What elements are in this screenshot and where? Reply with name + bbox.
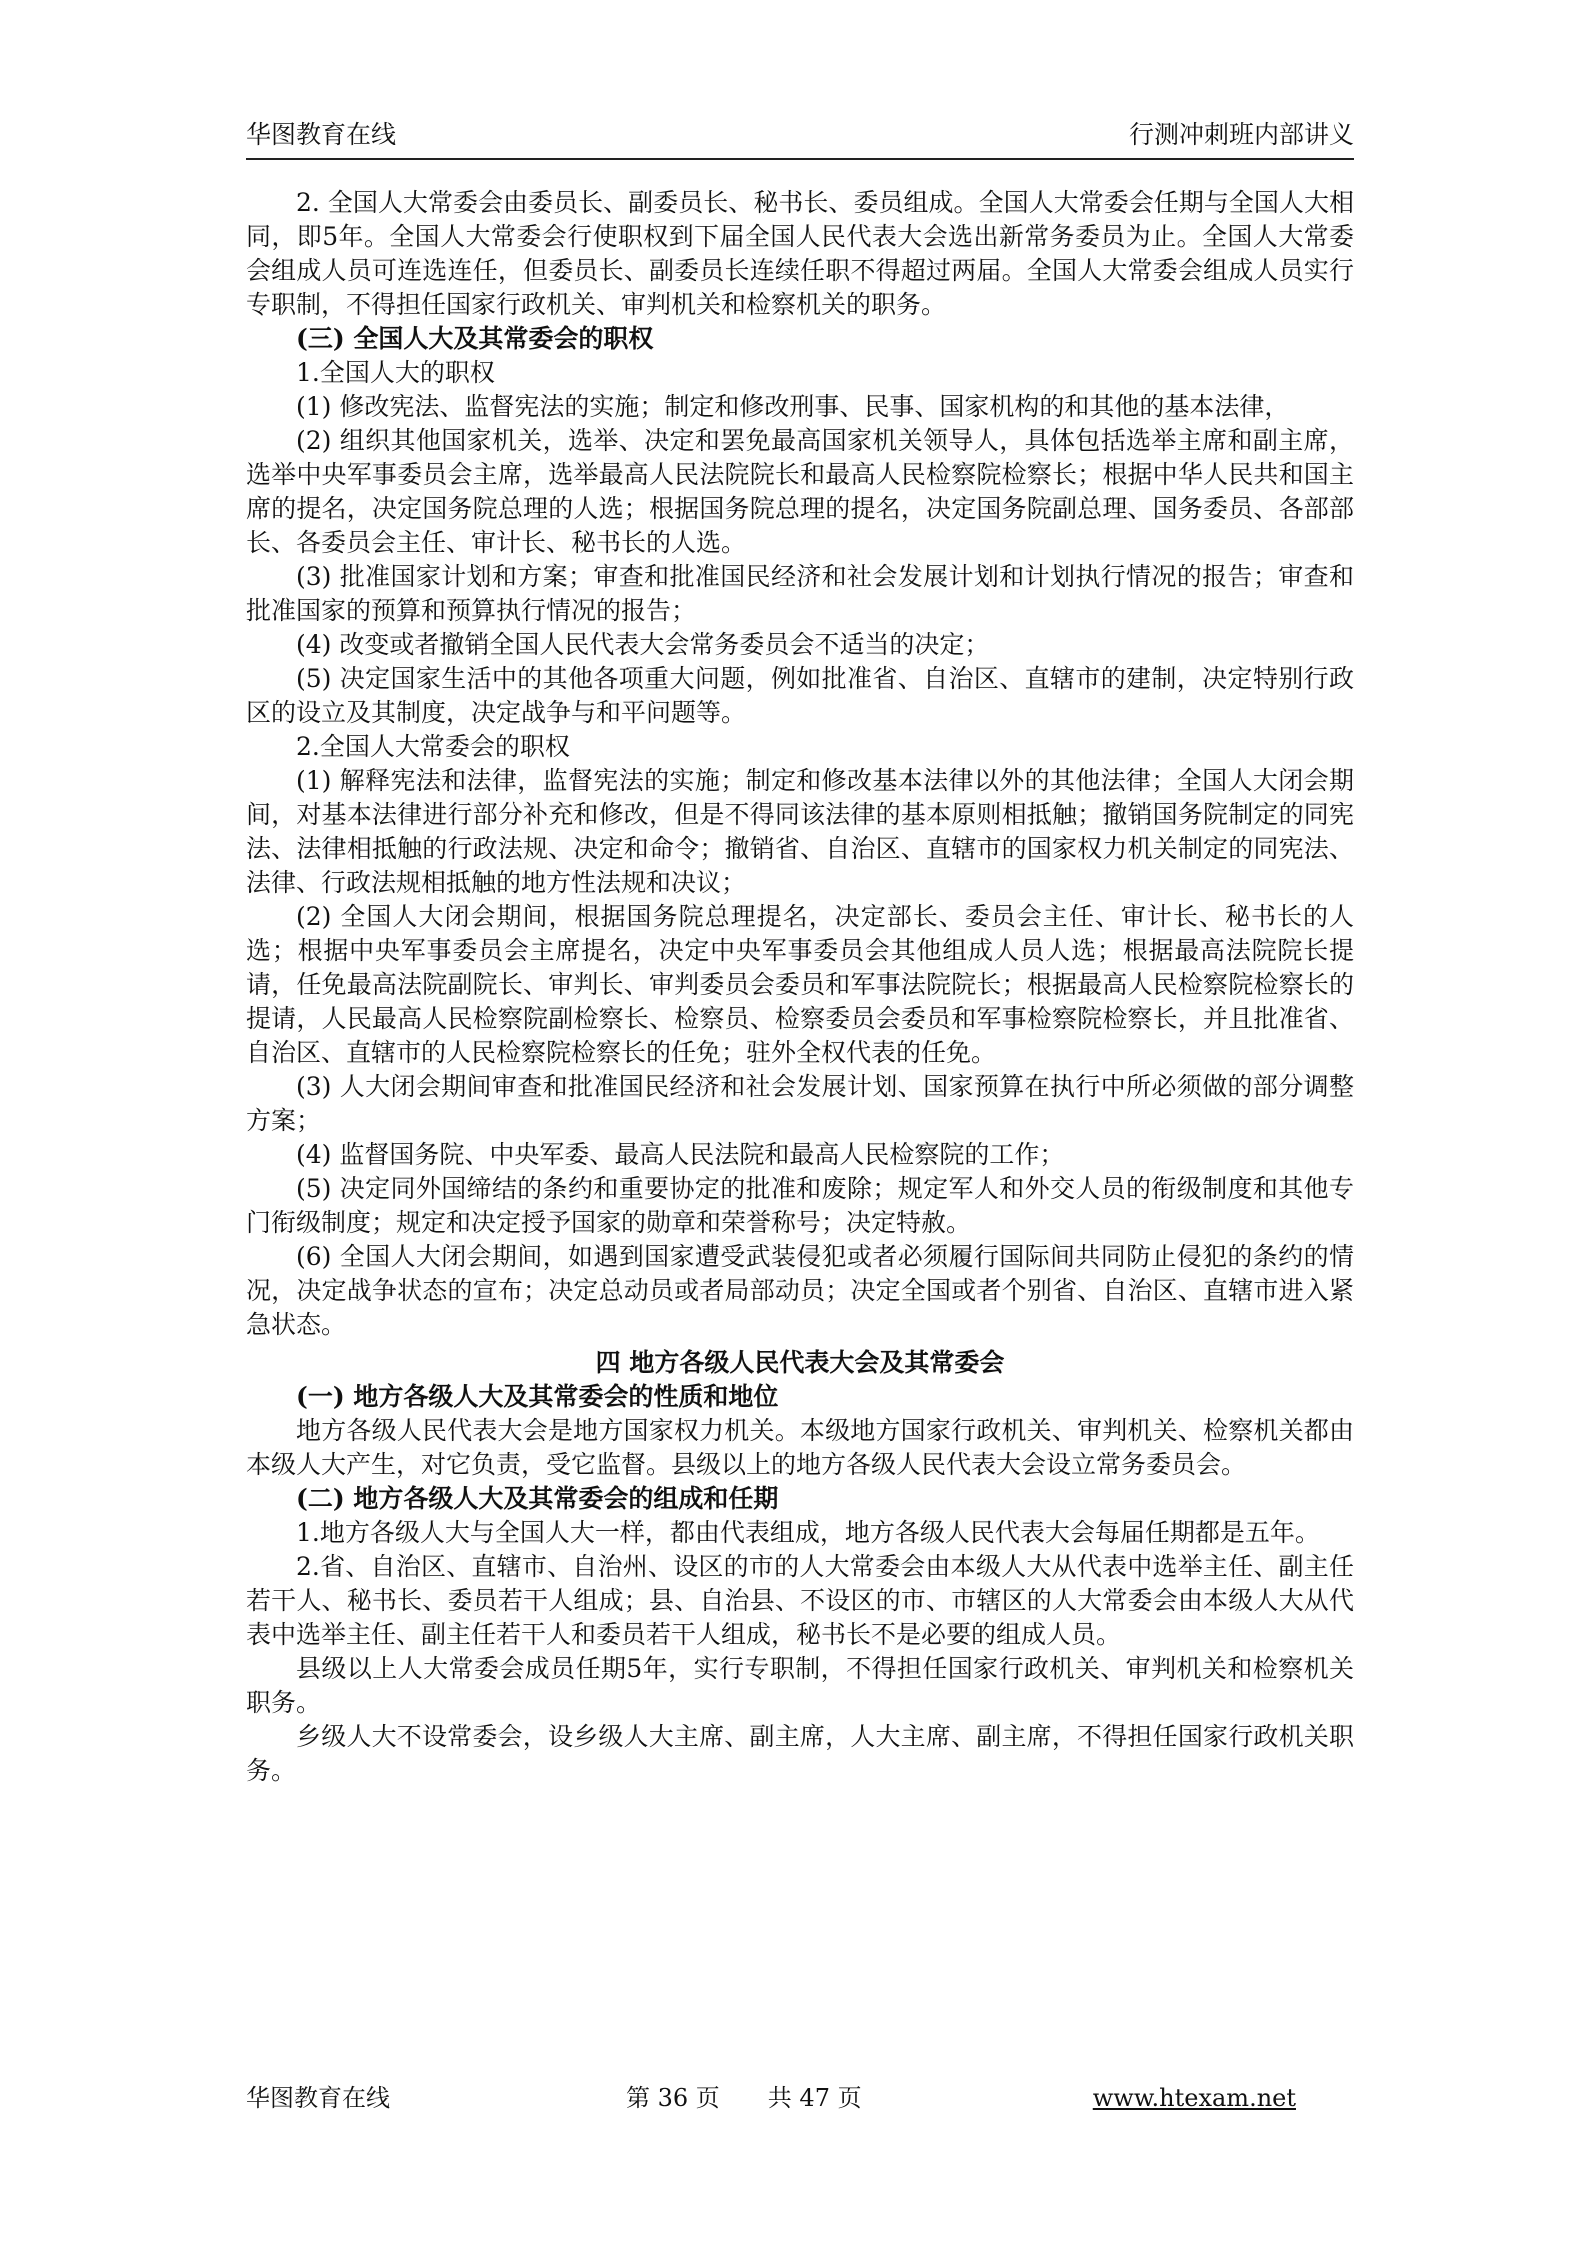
- page-number: 第 36 页 共 47 页: [626, 2084, 862, 2112]
- section-heading: (二) 地方各级人大及其常委会的组成和任期: [296, 1484, 779, 1513]
- page-footer: [246, 2080, 1354, 2116]
- body-paragraph: 县级以上人大常委会成员任期5年，实行专职制，不得担任国家行政机关、审判机关和检察机关职务。: [246, 1654, 1354, 1717]
- body-paragraph: 2. 全国人大常委会由委员长、副委员长、秘书长、委员组成。全国人大常委会任期与全国人大相同，即5年。全国人大常委会行使职权到下届全国人民代表大会选出新常务委员为止。全国人大常委会组成人员可连选连任，但委员长、副委员长连续任职不得超过两届。全国人大常委会组成人员实行专职制，不得担任国家行政机关、审判机关和检察机关的职务。: [246, 188, 1354, 319]
- body-paragraph: (5) 决定国家生活中的其他各项重大问题，例如批准省、自治区、直辖市的建制，决定特别行政区的设立及其制度，决定战争与和平问题等。: [246, 664, 1354, 727]
- footer-left-text: 华图教育在线: [246, 2084, 390, 2112]
- body-paragraph: 1.全国人大的职权: [296, 358, 495, 387]
- body-paragraph: 1.地方各级人大与全国人大一样，都由代表组成，地方各级人民代表大会每届任期都是五年。: [296, 1518, 1320, 1547]
- page-header: [246, 112, 1354, 160]
- section-heading: (三) 全国人大及其常委会的职权: [296, 324, 654, 353]
- body-paragraph: (1) 解释宪法和法律，监督宪法的实施；制定和修改基本法律以外的其他法律；全国人大闭会期间，对基本法律进行部分补充和修改，但是不得同该法律的基本原则相抵触；撤销国务院制定的同宪法、法律相抵触的行政法规、决定和命令；撤销省、自治区、直辖市的国家权力机关制定的同宪法、法律、行政法规相抵触的地方性法规和决议；: [246, 766, 1354, 897]
- body-paragraph: (2) 全国人大闭会期间，根据国务院总理提名，决定部长、委员会主任、审计长、秘书长的人选；根据中央军事委员会主席提名，决定中央军事委员会其他组成人员人选；根据最高法院院长提请，任免最高法院副院长、审判长、审判委员会委员和军事法院院长；根据最高人民检察院检察长的提请，人民最高人民检察院副检察长、检察员、检察委员会委员和军事检察院检察长，并且批准省、自治区、直辖市的人民检察院检察长的任免；驻外全权代表的任免。: [246, 902, 1354, 1067]
- section-heading: (一) 地方各级人大及其常委会的性质和地位: [296, 1382, 779, 1411]
- body-paragraph: (3) 批准国家计划和方案；审查和批准国民经济和社会发展计划和计划执行情况的报告；审查和批准国家的预算和预算执行情况的报告；: [246, 562, 1354, 625]
- footer-url-link[interactable]: www.htexam.net: [1092, 2084, 1296, 2112]
- header-right-text: 行测冲刺班内部讲义: [1128, 120, 1354, 149]
- body-paragraph: (3) 人大闭会期间审查和批准国民经济和社会发展计划、国家预算在执行中所必须做的部分调整方案；: [246, 1072, 1354, 1135]
- body-paragraph: (5) 决定同外国缔结的条约和重要协定的批准和废除；规定军人和外交人员的衔级制度和其他专门衔级制度；规定和决定授予国家的勋章和荣誉称号；决定特赦。: [246, 1174, 1354, 1237]
- document-body: [246, 186, 1354, 1788]
- body-paragraph: 地方各级人民代表大会是地方国家权力机关。本级地方国家行政机关、审判机关、检察机关都由本级人大产生，对它负责，受它监督。县级以上的地方各级人民代表大会设立常务委员会。: [246, 1416, 1354, 1479]
- chapter-title: 四 地方各级人民代表大会及其常委会: [595, 1348, 1005, 1377]
- body-paragraph: 2.全国人大常委会的职权: [296, 732, 570, 761]
- body-paragraph: (4) 改变或者撤销全国人民代表大会常务委员会不适当的决定；: [296, 630, 990, 659]
- body-paragraph: (2) 组织其他国家机关，选举、决定和罢免最高国家机关领导人，具体包括选举主席和副主席，选举中央军事委员会主席，选举最高人民法院院长和最高人民检察院检察长；根据中华人民共和国主席的提名，决定国务院总理的人选；根据国务院总理的提名，决定国务院副总理、国务委员、各部部长、各委员会主任、审计长、秘书长的人选。: [246, 426, 1354, 557]
- body-paragraph: (6) 全国人大闭会期间，如遇到国家遭受武装侵犯或者必须履行国际间共同防止侵犯的条约的情况，决定战争状态的宣布；决定总动员或者局部动员；决定全国或者个别省、自治区、直辖市进入紧急状态。: [246, 1242, 1354, 1339]
- body-paragraph: 乡级人大不设常委会，设乡级人大主席、副主席，人大主席、副主席，不得担任国家行政机关职务。: [246, 1722, 1354, 1785]
- body-paragraph: (4) 监督国务院、中央军委、最高人民法院和最高人民检察院的工作；: [296, 1140, 1065, 1169]
- body-paragraph: (1) 修改宪法、监督宪法的实施；制定和修改刑事、民事、国家机构的和其他的基本法律，: [296, 392, 1290, 421]
- body-paragraph: 2.省、自治区、直辖市、自治州、设区的市的人大常委会由本级人大从代表中选举主任、副主任若干人、秘书长、委员若干人组成；县、自治县、不设区的市、市辖区的人大常委会由本级人大从代表中选举主任、副主任若干人和委员若干人组成，秘书长不是必要的组成人员。: [246, 1552, 1354, 1649]
- header-left-text: 华图教育在线: [246, 120, 397, 149]
